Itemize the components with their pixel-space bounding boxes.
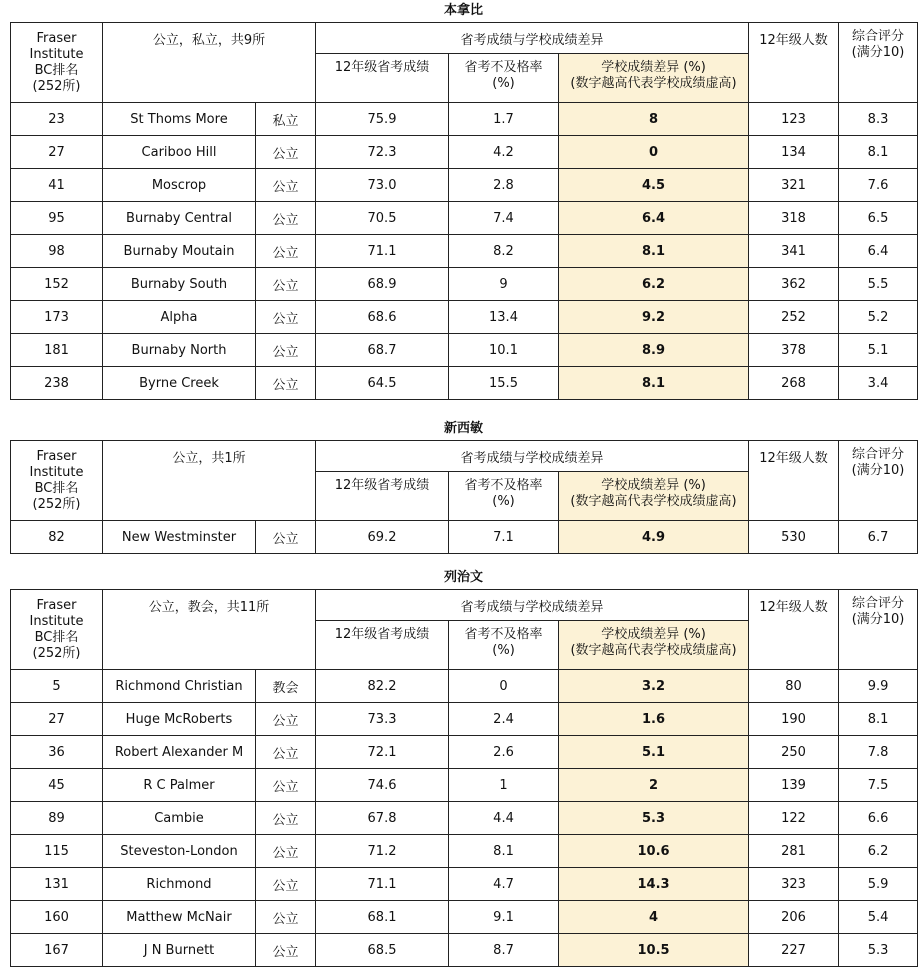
g12-count-cell: 134 [749, 136, 839, 169]
fail-rate-header-line: 省考不及格率 [464, 478, 543, 493]
gap-header-line: (数字越高代表学校成绩虚高) [570, 494, 737, 509]
school-section [10, 418, 917, 554]
g12-count-cell: 123 [749, 103, 839, 136]
rating-cell: 3.4 [839, 367, 918, 400]
fail-rate-cell: 13.4 [449, 301, 559, 334]
g12-count-cell: 206 [749, 901, 839, 934]
school-name-cell: Richmond [103, 868, 256, 901]
g12-count-cell: 318 [749, 202, 839, 235]
table-row [11, 301, 918, 334]
table-row [11, 901, 918, 934]
gap-cell: 1.6 [559, 703, 749, 736]
table-row [11, 268, 918, 301]
rating-cell: 7.6 [839, 169, 918, 202]
gap-header-line: 学校成绩差异 (%) [601, 478, 706, 493]
g12-score-cell: 74.6 [316, 769, 449, 802]
rank-cell: 167 [11, 934, 103, 967]
fail-rate-header [449, 54, 559, 103]
school-name-cell: Steveston-London [103, 835, 256, 868]
fail-rate-cell: 4.2 [449, 136, 559, 169]
rank-header-line: Fraser [36, 30, 77, 46]
rating-cell: 5.3 [839, 934, 918, 967]
rank-header-line: (252所) [32, 496, 81, 512]
school-name-cell: Burnaby Moutain [103, 235, 256, 268]
rank-header-line: BC排名 [34, 629, 79, 645]
gap-cell: 9.2 [559, 301, 749, 334]
school-name-cell: New Westminster [103, 521, 256, 554]
rating-cell: 8.3 [839, 103, 918, 136]
fail-rate-cell: 8.7 [449, 934, 559, 967]
fail-rate-cell: 4.7 [449, 868, 559, 901]
school-name-cell: Byrne Creek [103, 367, 256, 400]
school-type-cell: 公立 [256, 769, 316, 802]
section-title: 列治文 [443, 570, 483, 585]
table-row [11, 769, 918, 802]
school-type-header: 公立，私立，共9所 [103, 23, 316, 103]
rating-cell: 5.5 [839, 268, 918, 301]
rating-cell: 6.4 [839, 235, 918, 268]
school-type-cell: 公立 [256, 835, 316, 868]
g12-count-cell: 227 [749, 934, 839, 967]
rating-cell: 7.5 [839, 769, 918, 802]
header-row [11, 23, 918, 54]
gap-cell: 5.3 [559, 802, 749, 835]
fail-rate-header-line: 省考不及格率 [464, 60, 543, 75]
rank-header-line: Fraser [36, 448, 77, 464]
fail-rate-cell: 9 [449, 268, 559, 301]
fail-rate-header-line: (%) [492, 76, 515, 91]
gap-header-line: (数字越高代表学校成绩虚高) [570, 76, 737, 91]
school-type-cell: 公立 [256, 521, 316, 554]
rank-cell: 181 [11, 334, 103, 367]
section-title: 本拿比 [443, 3, 483, 18]
g12-score-cell: 68.1 [316, 901, 449, 934]
school-type-cell: 公立 [256, 136, 316, 169]
rating-header-line: 综合评分 [852, 447, 905, 462]
g12-score-cell: 73.0 [316, 169, 449, 202]
fail-rate-header [449, 472, 559, 521]
g12-count-cell: 268 [749, 367, 839, 400]
gap-header [559, 472, 749, 521]
diff-group-header: 省考成绩与学校成绩差异 [316, 590, 749, 621]
rank-header-line: Institute [29, 464, 84, 480]
g12-score-cell: 64.5 [316, 367, 449, 400]
school-type-cell: 公立 [256, 703, 316, 736]
gap-header [559, 621, 749, 670]
gap-header-line: (数字越高代表学校成绩虚高) [570, 643, 737, 658]
g12-score-cell: 70.5 [316, 202, 449, 235]
rank-header [11, 590, 103, 670]
diff-group-header: 省考成绩与学校成绩差异 [316, 23, 749, 54]
gap-cell: 6.4 [559, 202, 749, 235]
school-type-cell: 公立 [256, 235, 316, 268]
gap-cell: 14.3 [559, 868, 749, 901]
school-section [10, 567, 917, 967]
table-row [11, 334, 918, 367]
gap-cell: 0 [559, 136, 749, 169]
school-name-cell: Cariboo Hill [103, 136, 256, 169]
g12-count-cell: 321 [749, 169, 839, 202]
g12-count-cell: 323 [749, 868, 839, 901]
rating-cell: 5.1 [839, 334, 918, 367]
rating-header [839, 441, 918, 521]
fail-rate-header-line: 省考不及格率 [464, 627, 543, 642]
school-name-cell: Burnaby South [103, 268, 256, 301]
fail-rate-cell: 2.6 [449, 736, 559, 769]
g12-count-header: 12年级人数 [749, 441, 839, 521]
rating-cell: 5.2 [839, 301, 918, 334]
rating-header-line: 综合评分 [852, 29, 905, 44]
fail-rate-cell: 8.2 [449, 235, 559, 268]
g12-score-cell: 72.3 [316, 136, 449, 169]
fail-rate-cell: 1 [449, 769, 559, 802]
school-type-cell: 公立 [256, 334, 316, 367]
rank-cell: 82 [11, 521, 103, 554]
g12-count-cell: 281 [749, 835, 839, 868]
g12-score-header: 12年级省考成绩 [316, 472, 449, 521]
g12-score-cell: 73.3 [316, 703, 449, 736]
gap-cell: 8.1 [559, 367, 749, 400]
g12-score-cell: 69.2 [316, 521, 449, 554]
fail-rate-cell: 10.1 [449, 334, 559, 367]
rank-header-line: (252所) [32, 645, 81, 661]
fail-rate-header-line: (%) [492, 643, 515, 658]
table-row [11, 136, 918, 169]
gap-cell: 5.1 [559, 736, 749, 769]
table-row [11, 703, 918, 736]
table-row [11, 670, 918, 703]
school-name-cell: R C Palmer [103, 769, 256, 802]
school-type-cell: 私立 [256, 103, 316, 136]
school-type-cell: 公立 [256, 901, 316, 934]
g12-count-cell: 362 [749, 268, 839, 301]
rank-cell: 173 [11, 301, 103, 334]
g12-score-cell: 68.5 [316, 934, 449, 967]
rank-cell: 160 [11, 901, 103, 934]
fail-rate-cell: 1.7 [449, 103, 559, 136]
rank-header [11, 23, 103, 103]
rank-cell: 23 [11, 103, 103, 136]
rating-cell: 7.8 [839, 736, 918, 769]
rank-cell: 131 [11, 868, 103, 901]
rating-cell: 6.6 [839, 802, 918, 835]
rating-cell: 5.4 [839, 901, 918, 934]
rating-cell: 8.1 [839, 703, 918, 736]
g12-count-cell: 80 [749, 670, 839, 703]
school-section [10, 0, 917, 400]
school-name-cell: Moscrop [103, 169, 256, 202]
school-table [10, 589, 918, 967]
rank-cell: 98 [11, 235, 103, 268]
school-type-cell: 公立 [256, 169, 316, 202]
rank-cell: 152 [11, 268, 103, 301]
g12-score-cell: 67.8 [316, 802, 449, 835]
gap-cell: 6.2 [559, 268, 749, 301]
fail-rate-cell: 7.1 [449, 521, 559, 554]
rank-header-line: BC排名 [34, 480, 79, 496]
school-type-cell: 公立 [256, 301, 316, 334]
school-type-cell: 教会 [256, 670, 316, 703]
rating-cell: 5.9 [839, 868, 918, 901]
gap-cell: 8.9 [559, 334, 749, 367]
g12-count-cell: 530 [749, 521, 839, 554]
school-type-cell: 公立 [256, 367, 316, 400]
g12-score-cell: 68.6 [316, 301, 449, 334]
diff-group-header: 省考成绩与学校成绩差异 [316, 441, 749, 472]
fail-rate-cell: 9.1 [449, 901, 559, 934]
rank-header-line: Fraser [36, 597, 77, 613]
gap-header-line: 学校成绩差异 (%) [601, 627, 706, 642]
school-name-cell: Robert Alexander M [103, 736, 256, 769]
g12-count-cell: 250 [749, 736, 839, 769]
fail-rate-cell: 2.4 [449, 703, 559, 736]
school-name-cell: Burnaby North [103, 334, 256, 367]
gap-header [559, 54, 749, 103]
school-name-cell: J N Burnett [103, 934, 256, 967]
g12-count-header: 12年级人数 [749, 590, 839, 670]
gap-cell: 2 [559, 769, 749, 802]
g12-score-cell: 68.7 [316, 334, 449, 367]
table-row [11, 367, 918, 400]
gap-cell: 4.9 [559, 521, 749, 554]
fail-rate-cell: 15.5 [449, 367, 559, 400]
school-name-cell: Cambie [103, 802, 256, 835]
rating-cell: 6.5 [839, 202, 918, 235]
rating-cell: 9.9 [839, 670, 918, 703]
school-name-cell: Burnaby Central [103, 202, 256, 235]
g12-count-cell: 341 [749, 235, 839, 268]
gap-cell: 10.6 [559, 835, 749, 868]
rank-header-line: (252所) [32, 78, 81, 94]
school-type-cell: 公立 [256, 736, 316, 769]
fail-rate-header-line: (%) [492, 494, 515, 509]
table-row [11, 169, 918, 202]
school-type-cell: 公立 [256, 202, 316, 235]
rank-cell: 36 [11, 736, 103, 769]
rating-cell: 6.7 [839, 521, 918, 554]
header-row [11, 590, 918, 621]
school-table [10, 440, 918, 554]
school-type-cell: 公立 [256, 868, 316, 901]
rank-header-line: Institute [29, 46, 84, 62]
table-row [11, 868, 918, 901]
school-table [10, 22, 918, 400]
rank-cell: 41 [11, 169, 103, 202]
fail-rate-cell: 8.1 [449, 835, 559, 868]
gap-cell: 10.5 [559, 934, 749, 967]
rank-cell: 27 [11, 703, 103, 736]
gap-cell: 3.2 [559, 670, 749, 703]
g12-score-cell: 72.1 [316, 736, 449, 769]
g12-score-header: 12年级省考成绩 [316, 621, 449, 670]
section-title: 新西敏 [443, 421, 483, 436]
school-name-cell: Alpha [103, 301, 256, 334]
g12-count-cell: 190 [749, 703, 839, 736]
rank-cell: 115 [11, 835, 103, 868]
rank-cell: 89 [11, 802, 103, 835]
table-row [11, 521, 918, 554]
g12-score-cell: 71.1 [316, 235, 449, 268]
fail-rate-cell: 2.8 [449, 169, 559, 202]
school-type-cell: 公立 [256, 268, 316, 301]
g12-count-cell: 122 [749, 802, 839, 835]
fail-rate-cell: 4.4 [449, 802, 559, 835]
rank-cell: 238 [11, 367, 103, 400]
gap-header-line: 学校成绩差异 (%) [601, 60, 706, 75]
school-name-cell: Huge McRoberts [103, 703, 256, 736]
rank-header [11, 441, 103, 521]
g12-count-cell: 378 [749, 334, 839, 367]
rank-cell: 27 [11, 136, 103, 169]
gap-cell: 8.1 [559, 235, 749, 268]
rating-header-line: 综合评分 [852, 596, 905, 611]
rank-header-line: Institute [29, 613, 84, 629]
rating-header-line: (满分10) [851, 463, 905, 478]
table-row [11, 934, 918, 967]
g12-score-cell: 71.1 [316, 868, 449, 901]
table-row [11, 103, 918, 136]
rating-header [839, 23, 918, 103]
rating-header-line: (满分10) [851, 612, 905, 627]
gap-cell: 4.5 [559, 169, 749, 202]
rank-cell: 95 [11, 202, 103, 235]
school-type-cell: 公立 [256, 934, 316, 967]
school-name-cell: Richmond Christian [103, 670, 256, 703]
g12-count-header: 12年级人数 [749, 23, 839, 103]
rating-cell: 8.1 [839, 136, 918, 169]
gap-cell: 4 [559, 901, 749, 934]
school-type-header: 公立，教会，共11所 [103, 590, 316, 670]
rating-header-line: (满分10) [851, 45, 905, 60]
g12-score-cell: 75.9 [316, 103, 449, 136]
g12-score-header: 12年级省考成绩 [316, 54, 449, 103]
table-row [11, 202, 918, 235]
rank-cell: 5 [11, 670, 103, 703]
table-row [11, 736, 918, 769]
rating-cell: 6.2 [839, 835, 918, 868]
fail-rate-cell: 0 [449, 670, 559, 703]
school-name-cell: St Thoms More [103, 103, 256, 136]
rank-cell: 45 [11, 769, 103, 802]
header-row [11, 441, 918, 472]
table-row [11, 235, 918, 268]
school-name-cell: Matthew McNair [103, 901, 256, 934]
school-type-header: 公立，共1所 [103, 441, 316, 521]
school-type-cell: 公立 [256, 802, 316, 835]
table-row [11, 835, 918, 868]
gap-cell: 8 [559, 103, 749, 136]
fail-rate-cell: 7.4 [449, 202, 559, 235]
fail-rate-header [449, 621, 559, 670]
g12-score-cell: 71.2 [316, 835, 449, 868]
rank-header-line: BC排名 [34, 62, 79, 78]
rating-header [839, 590, 918, 670]
g12-score-cell: 68.9 [316, 268, 449, 301]
g12-score-cell: 82.2 [316, 670, 449, 703]
g12-count-cell: 139 [749, 769, 839, 802]
g12-count-cell: 252 [749, 301, 839, 334]
table-row [11, 802, 918, 835]
